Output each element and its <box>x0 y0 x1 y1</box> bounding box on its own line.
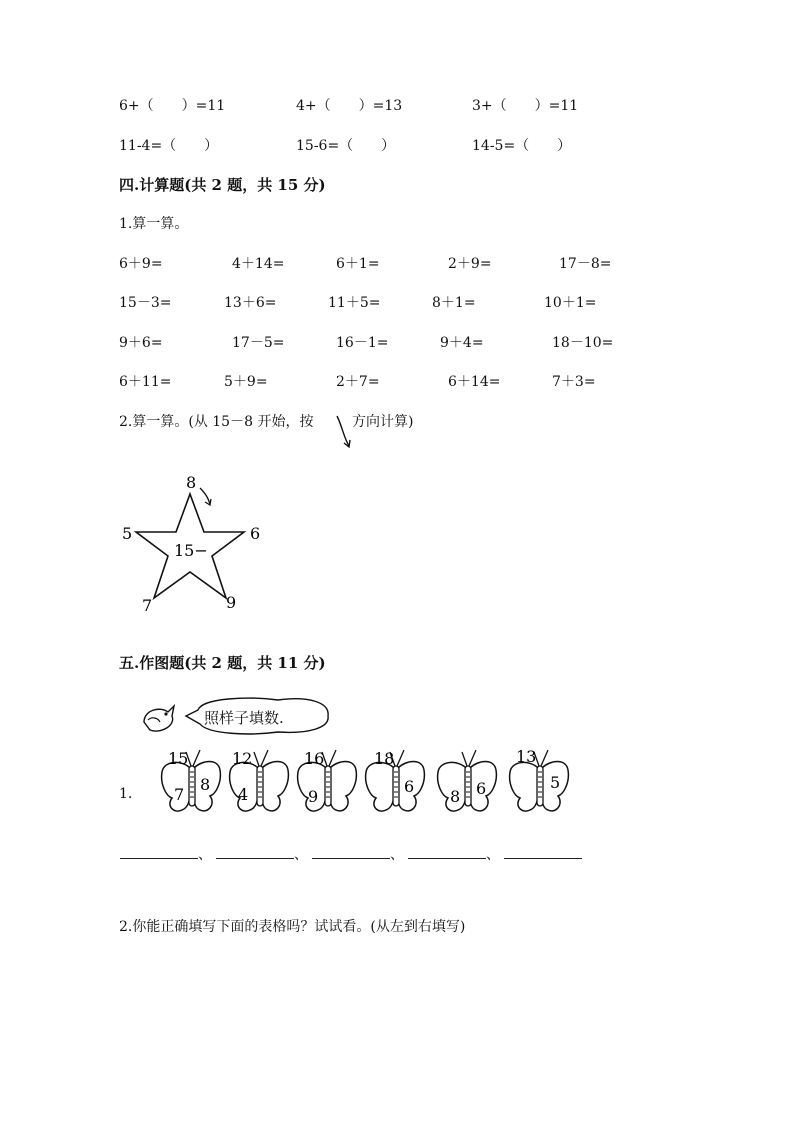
fill-item: 11-4=（ ） <box>119 138 219 154</box>
butterfly-top-number: 18 <box>374 749 395 768</box>
star-bottom-right-number: 9 <box>226 593 237 612</box>
answer-blank[interactable] <box>408 858 486 859</box>
calc-item: 17－8= <box>559 256 612 272</box>
question-2-prefix: 2.算一算。(从 15－8 开始，按 <box>119 414 314 430</box>
calc-item: 2＋7= <box>336 374 380 390</box>
butterfly-top-number: 13 <box>516 747 537 766</box>
star-left-number: 5 <box>122 524 133 543</box>
butterfly-right-number: 8 <box>200 775 211 794</box>
question-2-suffix: 方向计算) <box>352 414 414 430</box>
butterfly-top-number: 16 <box>304 749 325 768</box>
calc-item: 2＋9= <box>448 256 492 272</box>
star-top-number: 8 <box>186 473 197 492</box>
calc-item: 9＋6= <box>119 335 163 351</box>
butterfly-right-number: 6 <box>476 779 487 798</box>
star-center-label: 15− <box>174 541 208 560</box>
fill-item: 3+（ ）=11 <box>472 98 579 114</box>
butterfly-left-number: 7 <box>174 785 185 804</box>
fill-item: 4+（ ）=13 <box>296 98 403 114</box>
calc-item: 17－5= <box>232 335 285 351</box>
star-arrow-icon <box>200 488 210 504</box>
separator: 、 <box>486 847 500 863</box>
butterfly-2 <box>224 744 294 818</box>
section-4-title: 四.计算题(共 2 题，共 15 分) <box>119 176 326 194</box>
butterfly-top-number: 15 <box>168 749 189 768</box>
problem-2-text: 2.你能正确填写下面的表格吗？试试看。(从左到右填写) <box>119 919 466 935</box>
butterfly-right-number: 5 <box>550 773 561 792</box>
answer-blank[interactable] <box>216 858 294 859</box>
calc-item: 13＋6= <box>224 295 277 311</box>
calc-item: 11＋5= <box>328 295 381 311</box>
calc-item: 16－1= <box>336 335 389 351</box>
star-right-number: 6 <box>250 524 261 543</box>
calc-item: 6＋11= <box>119 374 172 390</box>
calc-item: 6＋9= <box>119 256 163 272</box>
calc-item: 6＋1= <box>336 256 380 272</box>
fill-item: 14-5=（ ） <box>472 138 572 154</box>
section-5-title: 五.作图题(共 2 题，共 11 分) <box>119 654 326 672</box>
butterfly-3 <box>292 744 362 818</box>
calc-item: 4＋14= <box>232 256 285 272</box>
answer-blank[interactable] <box>312 858 390 859</box>
calc-item: 9＋4= <box>440 335 484 351</box>
bird-icon <box>144 706 174 731</box>
butterfly-4 <box>360 744 430 818</box>
calc-item: 10＋1= <box>544 295 597 311</box>
calc-item: 8＋1= <box>432 295 476 311</box>
answer-blank[interactable] <box>120 858 198 859</box>
calc-item: 18－10= <box>552 335 614 351</box>
butterfly-1 <box>156 744 226 818</box>
calc-item: 7＋3= <box>552 374 596 390</box>
butterfly-top-number: 12 <box>232 749 253 768</box>
butterfly-5 <box>432 744 502 818</box>
separator: 、 <box>294 847 308 863</box>
question-1-label: 1.算一算。 <box>119 216 189 232</box>
problem-1-label: 1. <box>119 786 133 802</box>
butterfly-left-number: 8 <box>450 787 461 806</box>
separator: 、 <box>390 847 404 863</box>
butterfly-right-number: 6 <box>404 777 415 796</box>
butterfly-6 <box>504 744 574 818</box>
star-figure <box>110 468 280 618</box>
star-bottom-left-number: 7 <box>142 596 153 615</box>
calc-item: 6＋14= <box>448 374 501 390</box>
fill-item: 15-6=（ ） <box>296 138 396 154</box>
answer-blank[interactable] <box>504 858 582 859</box>
calc-item: 5＋9= <box>224 374 268 390</box>
separator: 、 <box>198 847 212 863</box>
butterfly-left-number: 9 <box>308 787 319 806</box>
bubble-text: 照样子填数. <box>204 709 284 727</box>
fill-item: 6+（ ）=11 <box>119 98 226 114</box>
calc-item: 15－3= <box>119 295 172 311</box>
butterfly-left-number: 4 <box>238 785 249 804</box>
